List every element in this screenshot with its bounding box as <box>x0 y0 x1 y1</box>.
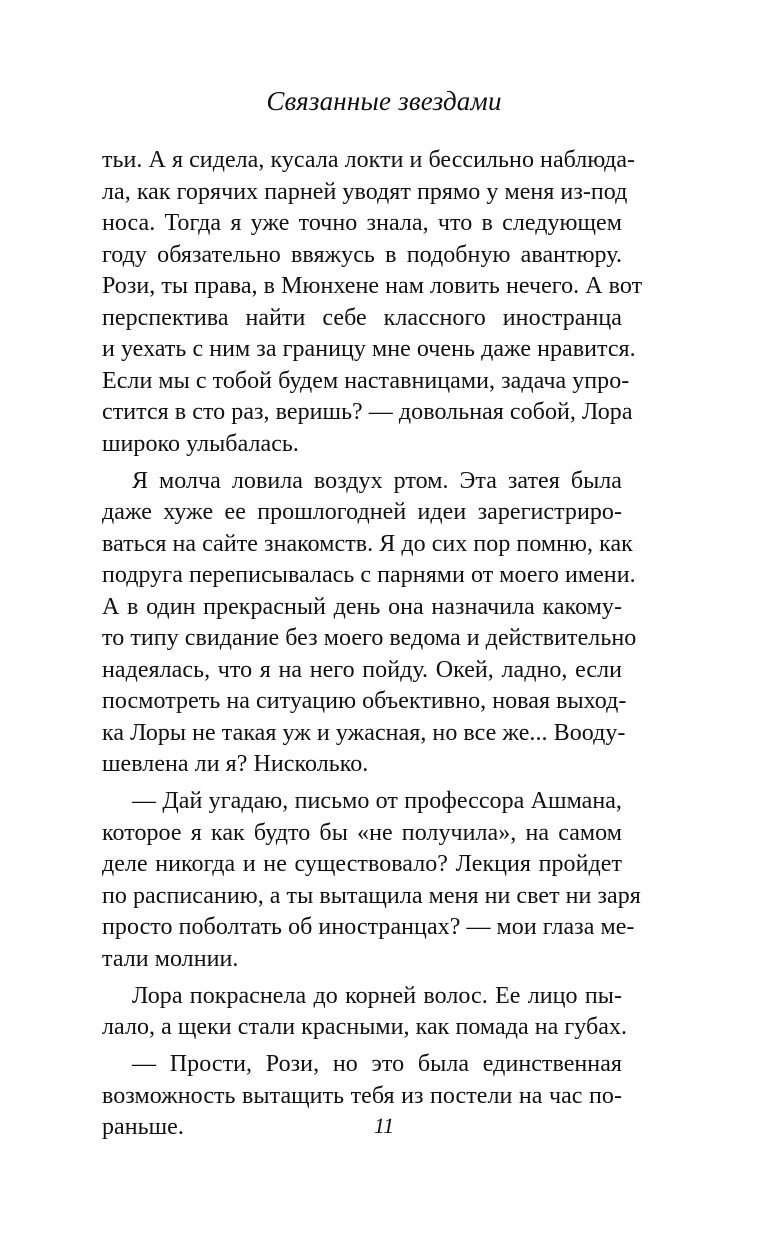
text-line: шевлена ли я? Нисколько. <box>102 751 369 777</box>
page-number: 11 <box>373 1113 395 1138</box>
running-header-title: Связанные звездами <box>266 86 502 116</box>
text-line: по расписанию, а ты вытащила меня ни свет ни заря <box>102 882 641 909</box>
paragraph <box>102 786 641 975</box>
text-line: подруга переписывалась с парнями от моего имени. <box>102 562 636 588</box>
text-line: раньше. <box>102 1114 184 1140</box>
text-line: надеялась, что я на него пойду. Окей, ладно, если <box>102 656 622 683</box>
paragraph <box>102 981 628 1044</box>
text-line: ка Лоры не такая уж и ужасная, но все же... Вооду- <box>102 719 626 746</box>
text-line: тьи. А я сидела, кусала локти и бессильно наблюда- <box>102 147 636 173</box>
text-line: просто поболтать об иностранцах? — мои глаза ме- <box>102 914 635 940</box>
text-line: которое я как будто бы «не получила», на самом <box>102 819 622 846</box>
text-line: Я молча ловила воздух ртом. Эта затея была <box>132 467 622 494</box>
text-line: и уехать с ним за границу мне очень даже нравится. <box>102 336 636 362</box>
text-line: — Прости, Рози, но это была единственная <box>132 1051 622 1077</box>
text-line: Лора покраснела до корней волос. Ее лицо пы- <box>132 982 622 1009</box>
text-line: году обязательно ввяжусь в подобную авантюру. <box>102 241 622 268</box>
body-text <box>102 145 643 1144</box>
text-line: ла, как горячих парней уводят прямо у меня из-под <box>102 178 628 205</box>
text-line: широко улыбалась. <box>102 430 299 457</box>
text-line: стится в сто раз, веришь? — довольная собой, Лора <box>102 399 633 425</box>
text-line: носа. Тогда я уже точно знала, что в следующем <box>102 210 622 236</box>
text-line: лало, а щеки стали красными, как помада на губах. <box>102 1014 628 1040</box>
paragraph <box>102 145 643 460</box>
text-line: — Дай угадаю, письмо от профессора Ашмана, <box>132 788 622 814</box>
text-line: Если мы с тобой будем наставницами, задача упро- <box>102 367 630 394</box>
text-line: то типу свидание без моего ведома и действительно <box>102 625 637 651</box>
text-line: А в один прекрасный день она назначила какому- <box>102 593 622 620</box>
text-line: даже хуже ее прошлогодней идеи зарегистриро- <box>102 499 622 525</box>
text-line: перспектива найти себе классного иностранца <box>102 304 622 331</box>
text-line: деле никогда и не существовало? Лекция пройдет <box>102 851 622 877</box>
text-line: ваться на сайте знакомств. Я до сих пор помню, как <box>102 530 633 557</box>
text-line: Рози, ты права, в Мюнхене нам ловить нечего. А вот <box>102 273 643 299</box>
text-line: посмотреть на ситуацию объективно, новая выход- <box>102 688 627 714</box>
paragraph <box>102 466 637 781</box>
text-line: тали молнии. <box>102 945 239 972</box>
text-line: возможность вытащить тебя из постели на час по- <box>102 1082 622 1109</box>
